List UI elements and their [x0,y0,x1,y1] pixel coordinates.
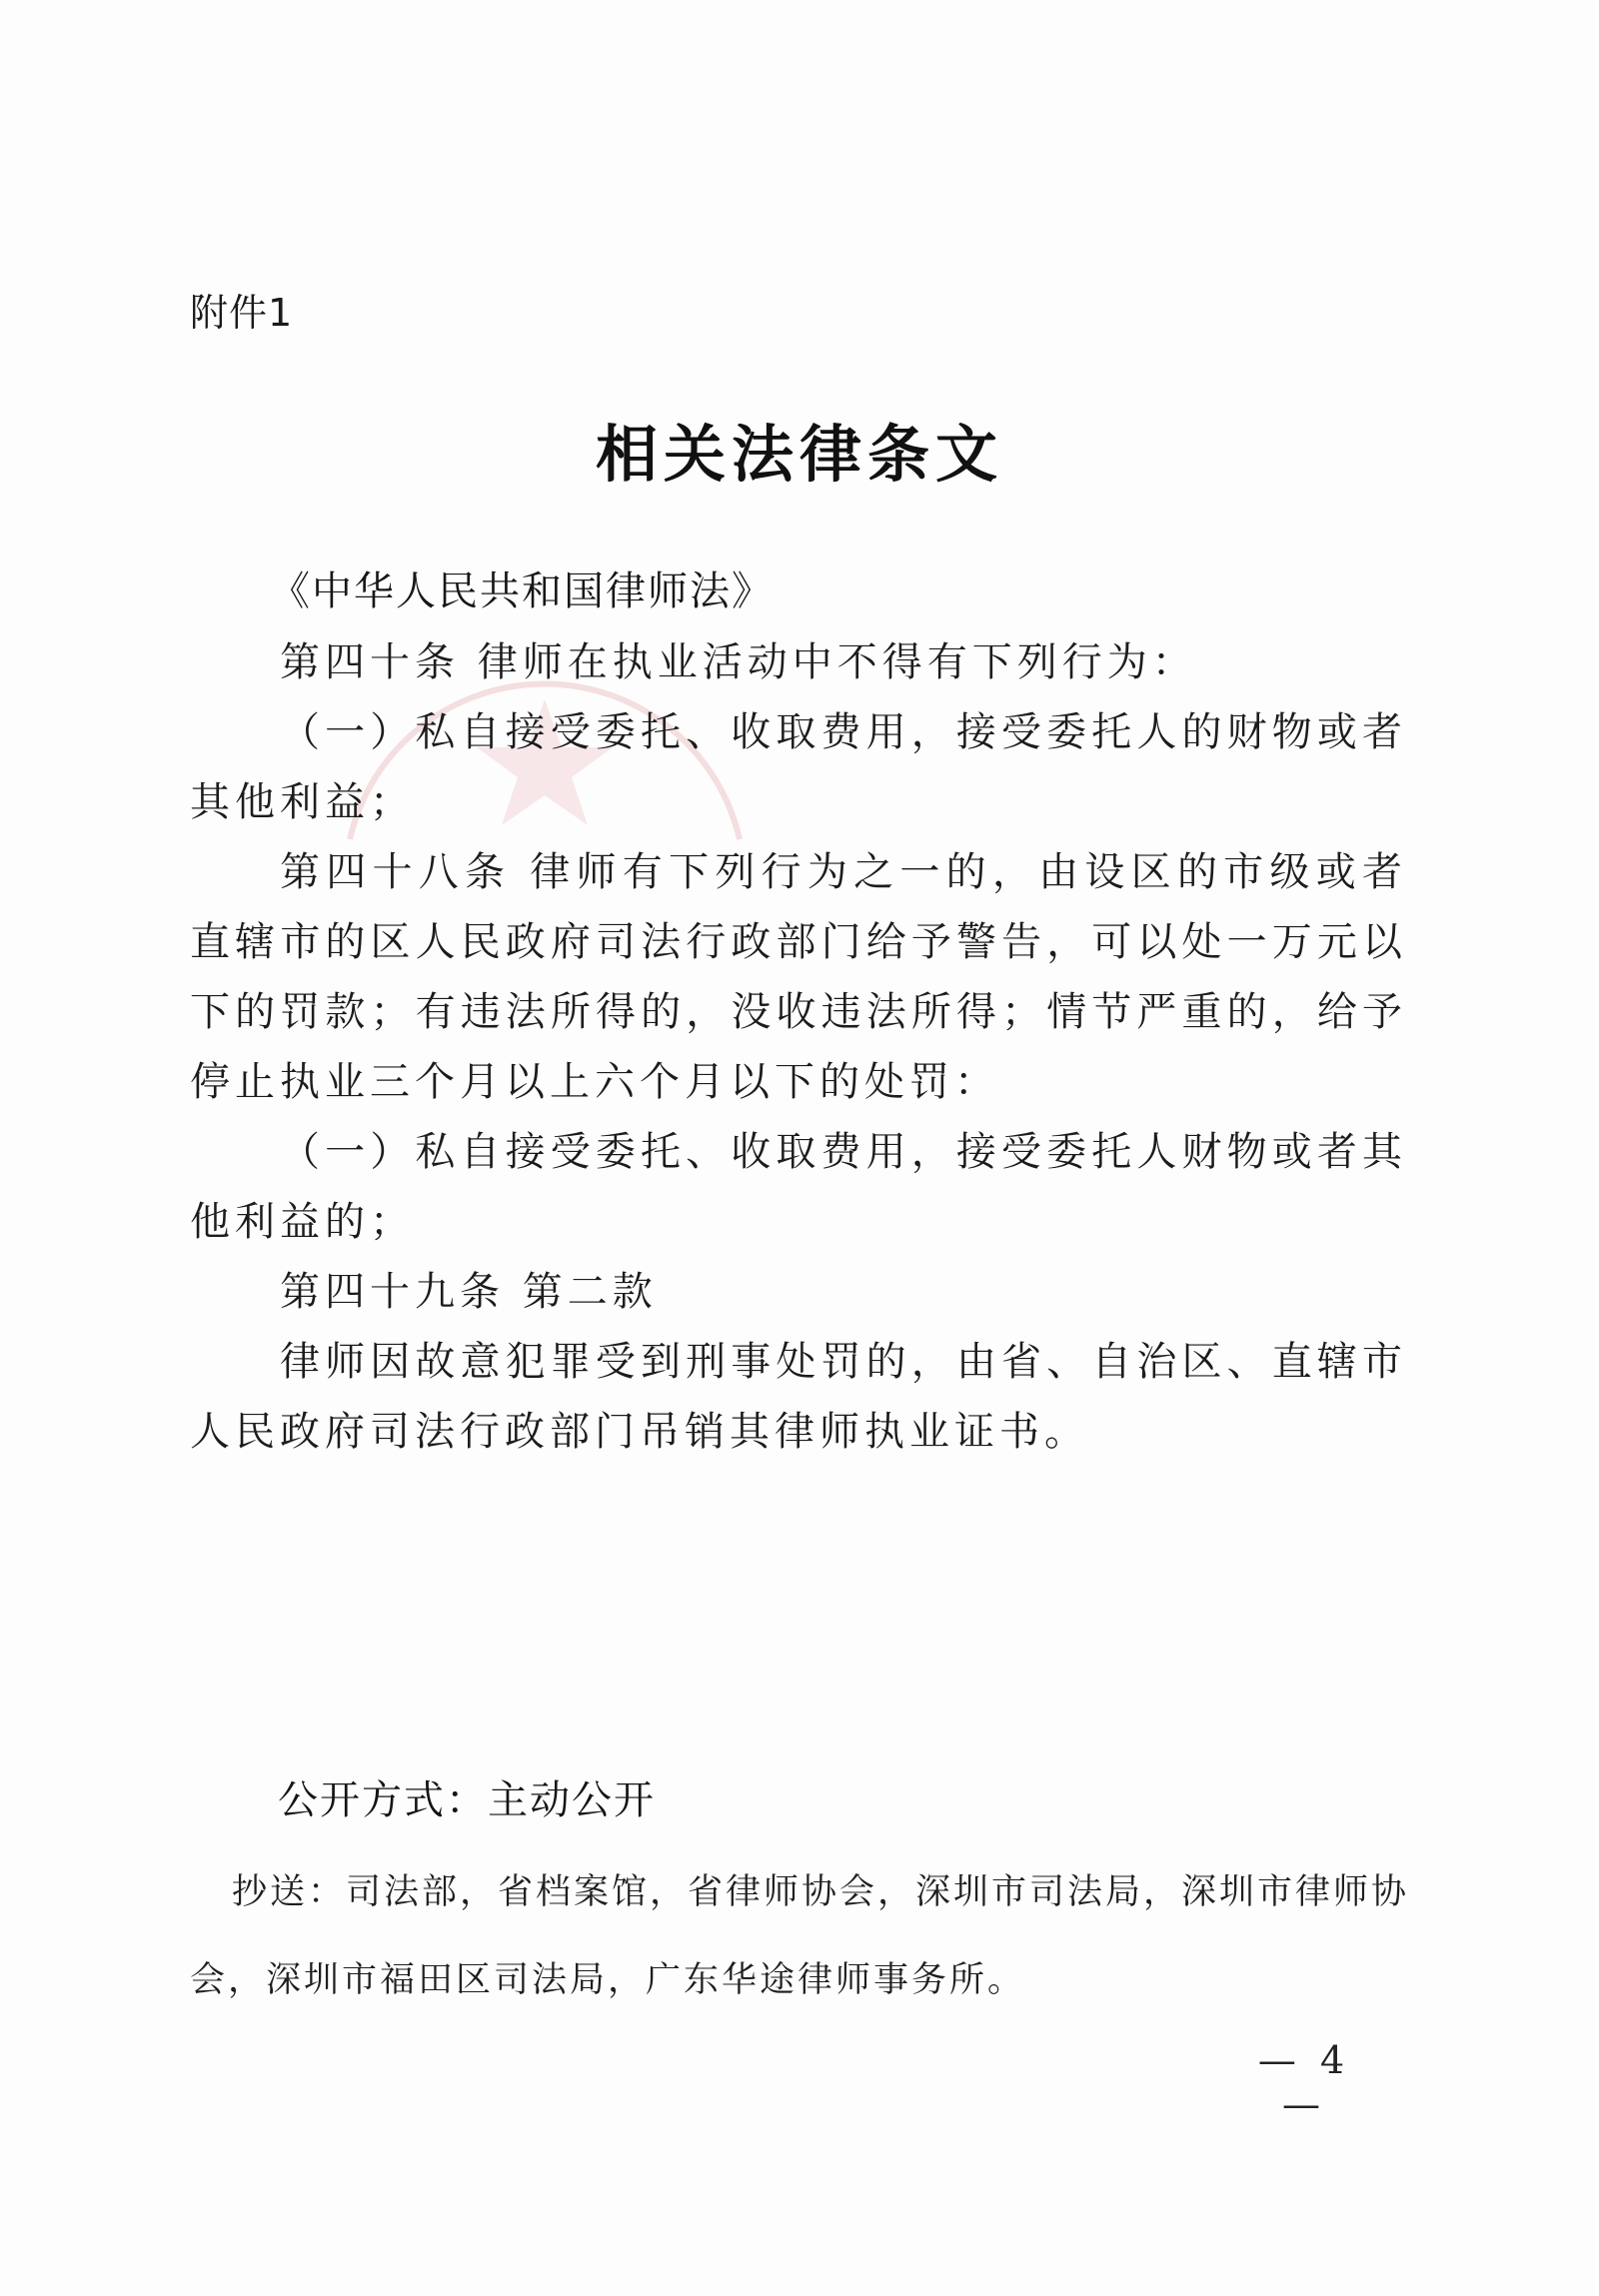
article-40: 第四十条 律师在执业活动中不得有下列行为： [280,639,1197,685]
page-number: — 4 — [1257,2038,1351,2126]
article-48: 第四十八条 律师有下列行为之一的，由设区的市级或者直辖市的区人民政府司法行政部门给予警告，可以处一万元以下的罚款；有违法所得的，没收违法所得；情节严重的，给予停止执业三个月以上六个月以下的处罚： [190,849,1407,1105]
article-40-clause-1: （一）私自接受委托、收取费用，接受委托人的财物或者其他利益； [190,709,1407,825]
article-49-heading: 第四十九条 第二款 [280,1269,658,1315]
cc-list [190,1848,1417,2024]
article-49-text: 律师因故意犯罪受到刑事处罚的，由省、自治区、直辖市人民政府司法行政部门吊销其律师执业证书。 [190,1339,1407,1455]
disclosure-method: 公开方式：主动公开 [278,1777,656,1823]
cc-text: 抄送：司法部，省档案馆，省律师协会，深圳市司法局，深圳市律师协会，深圳市福田区司法局，广东华途律师事务所。 [190,1872,1410,2000]
law-articles [190,627,1407,1467]
law-name: 《中华人民共和国律师法》 [270,569,774,614]
article-48-clause-1: （一）私自接受委托、收取费用，接受委托人财物或者其他利益的； [190,1129,1407,1245]
attachment-label: 附件1 [190,291,294,335]
document-title: 相关法律条文 [595,418,1003,491]
